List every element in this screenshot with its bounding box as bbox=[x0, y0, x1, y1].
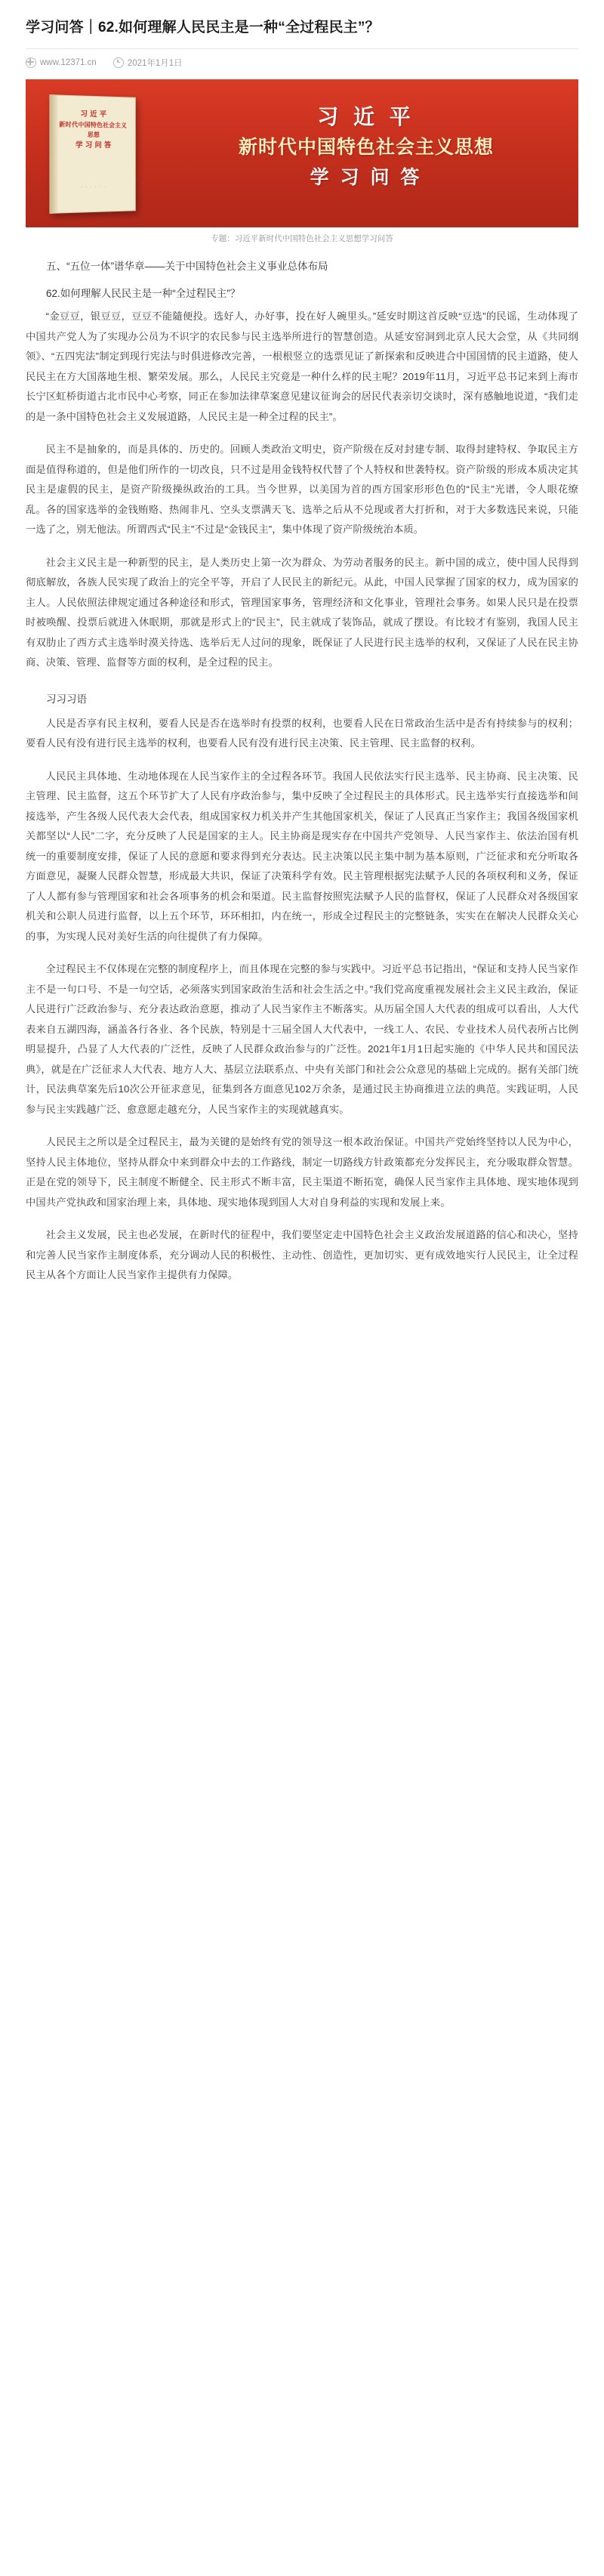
banner-line-3: 学 习 问 答 bbox=[310, 167, 423, 188]
banner-line-1: 习 近 平 bbox=[317, 105, 415, 128]
paragraph: 民主不是抽象的，而是具体的、历史的。回顾人类政治文明史，资产阶级在反对封建专制、取得封建特权、争取民主方面是值得称道的，但是他们所作的一切改良，只不过是用金钱特权代替了个人特权和世袭特权。资产阶级的形成本质决定其民主是虚假的民主，是资产阶级操纵政治的工具。当今世界，以美国为首的西方国家形形色色的“民主”光谱，令人眼花缭乱。各的国家选举的金钱贿赂、热闹非凡、空头支票满天飞、选举之后从不兑现或者大打折和，对于大多数选民来说，只能一选了之，别无他法。所谓西式“民主”不过是“金钱民主”，集中体现了资产阶级统治本质。 bbox=[26, 443, 578, 535]
paragraph: 社会主义发展，民主也必发展，在新时代的征程中，我们要坚定走中国特色社会主义政治发展道路的信心和决心，坚持和完善人民当家作主制度体系，充分调动人民的积极性、主动性、创造性，更加切实、更有成效地实行人民民主，让全过程民主从各个方面让人民当家作主提供有力保障。 bbox=[26, 1229, 578, 1280]
banner-line-2: 新时代中国特色社会主义思想 bbox=[238, 137, 494, 158]
book-front bbox=[49, 94, 135, 214]
meta-date-label: 2021年1月1日 bbox=[127, 59, 183, 68]
paragraph: 人民民主具体地、生动地体现在人民当家作主的全过程各环节。我国人民依法实行民主选举、民主协商、民主决策、民主管理、民主监督，这五个环节扩大了人民有序政治参与，集中反映了全过程民主的具体形式。民主选举实行直接选举和间接选举，产生各级人民代表大会代表，组成国家权力机关并产生其他国家机关，保证了人民真正当家作主；我国各级国家机关都坚以“人民”二字，充分反映了人民是国家的主人。民主协商是现实存在中国共产党领导、人民当家作主、依法治国有机统一的重要制度安排，保证了人民的意愿和要求得到充分表达。民主决策以民主集中制为基本原则，广泛征求和充分听取各方面意见，凝聚人民群众智慧，形成最大共识，保证了决策科学有效。民主管理根据宪法赋予人民的各项权利和义务，保证了人人都有参与管理国家和社会各项事务的机会和渠道。民主监督按照宪法赋予人民的监督权，保证了人民群众对各级国家机关和公职人员进行监督，以上五个环节，环环相扣，内在统一，形成全过程民主的完整链条，实实在在解决人民群众关心的事，为实现人民对美好生活的向往提供了有力保障。 bbox=[26, 770, 578, 942]
meta-source-label: www.12371.cn bbox=[40, 58, 97, 67]
book-title-line3: 学 习 问 答 bbox=[76, 141, 112, 150]
image-caption: 专题：习近平新时代中国特色社会主义思想学习问答 bbox=[211, 234, 393, 243]
paragraph: 人民民主之所以是全过程民主，最为关键的是始终有党的领导这一根本政治保证。中国共产党始终坚持以人民为中心，坚持人民主体地位，坚持从群众中来到群众中去的工作路线，制定一切路线方针政策都充分发挥民主，充分吸取群众智慧。正是在党的领导下，民主制度不断健全、民主形式不断丰富，民主渠道不断拓宽，确保人民当家作主具体地、现实地体现到中国共产党执政和国家治理上来，具体地、现实地体现到国人大对自身利益的实现和发展上来。 bbox=[26, 1136, 578, 1208]
globe-icon bbox=[26, 57, 36, 68]
paragraph: 人民是否享有民主权利，要看人民是否在选举时有投票的权利，也要看人民在日常政治生活中是否有持续参与的权利；要看人民有没有进行民主选举的权利，也要看人民有没有进行民主决策、民主管理、民主监督的权利。 bbox=[26, 717, 578, 749]
banner-image bbox=[26, 79, 578, 227]
book-spine bbox=[51, 95, 58, 213]
paragraph: 全过程民主不仅体现在完整的制度程序上，而且体现在完整的参与实践中。习近平总书记指出，“保证和支持人民当家作主不是一句口号、不是一句空话，必须落实到国家政治生活和社会生活之中。”我们党高度重视发展社会主义民主政治，保证人民进行广泛政治参与、充分表达政治意愿，推动了人民当家作主不断落实。从历届全国人大代表的组成可以看出，人大代表来自五湖四海，涵盖各行各业、各个民族，特别是十三届全国人大代表中，一线工人、农民、专业技术人员代表所占比例明显提升，凸显了人大代表的广泛性，反映了人民群众政治参与的广泛性。2021年1月1日起实施的《中华人民共和国民法典》，就是在广泛征求人大代表、地方人大、基层立法联系点、中央有关部门和社会公众意见的基础上完成的。据有关部门统计，民法典草案先后10次公开征求意见，征集到各方面意见102万余条，是通过民主协商推进立法的典范。实践证明，人民参与民主实践越广泛、愈意愿走越充分，人民当家作主的实现就越真实。 bbox=[26, 963, 578, 1115]
book-dots: · · · · · · bbox=[80, 184, 106, 190]
clock-icon bbox=[113, 57, 124, 68]
sub-heading: 习习习语 bbox=[46, 693, 87, 705]
paragraph: 社会主义民主是一种新型的民主，是人类历史上第一次为群众、为劳动者服务的民主。新中国的成立，使中国人民得到彻底解放，各族人民实现了政治上的完全平等，开启了人民民主的新纪元。从此，中国人民掌握了国家的权力，成为国家的主人。人民依照法律规定通过各种途径和形式，管理国家事务，管理经济和文化事业，管理社会事务。如果人民只是在投票时被唤醒、投票后就进入休眠期，那就是形式上的“民主”，民主就成了装饰品，就成了摆设。有比较才有鉴别，我国人民主有双肋止了西方式主选举时漠关待选、选举后无人过问的现象，既保证了人民进行民主选举的权利，又保证了人民在民主协商、决策、管理、监督等方面的权利，是全过程的民主。 bbox=[26, 556, 578, 668]
book-cover bbox=[42, 91, 156, 215]
meta-date bbox=[113, 57, 183, 69]
book-title-line1: 习 近 平 bbox=[80, 110, 107, 119]
section-heading: 五、“五位一体”谱华章——关于中国特色社会主义事业总体布局 bbox=[46, 261, 328, 272]
question-heading: 62.如何理解人民民主是一种“全过程民主”？ bbox=[46, 288, 241, 299]
paragraph: “金豆豆，银豆豆，豆豆不能隨便投。选好人，办好事，投在好人碗里头。”延安时期这首反映“豆选”的民谣，生动体现了中国共产党人为了实现办公员为不识字的农民参与民主选举所进行的智慧创造。从延安窑洞到北京人民大会堂，从《共同纲领》、“五四宪法”制定到现行宪法与时俱进修改完善，一根根竖立的选票见证了新探索和反映进合中国国情的民主道路，使人民民主在方大国落地生根、繁荣发展。那么，人民民主究竟是一种什么样的民主呢？2019年11月，习近平总书记来到上海市长宁区虹桥街道古北市民中心考察，同正在参加法律草案意见建议征询会的居民代表亲切交谈时，深有感触地说道，“我们走的是一条中国特色社会主义发展道路，人民民主是一种全过程的民主”。 bbox=[26, 310, 578, 422]
book-title-line2: 新时代中国特色社会主义思想 bbox=[59, 121, 128, 139]
banner-text bbox=[169, 102, 563, 193]
meta-source bbox=[26, 57, 97, 68]
divider bbox=[26, 48, 578, 49]
meta-row bbox=[26, 57, 578, 69]
page-title: 学习问答｜62.如何理解人民民主是一种“全过程民主”？ bbox=[26, 20, 380, 36]
